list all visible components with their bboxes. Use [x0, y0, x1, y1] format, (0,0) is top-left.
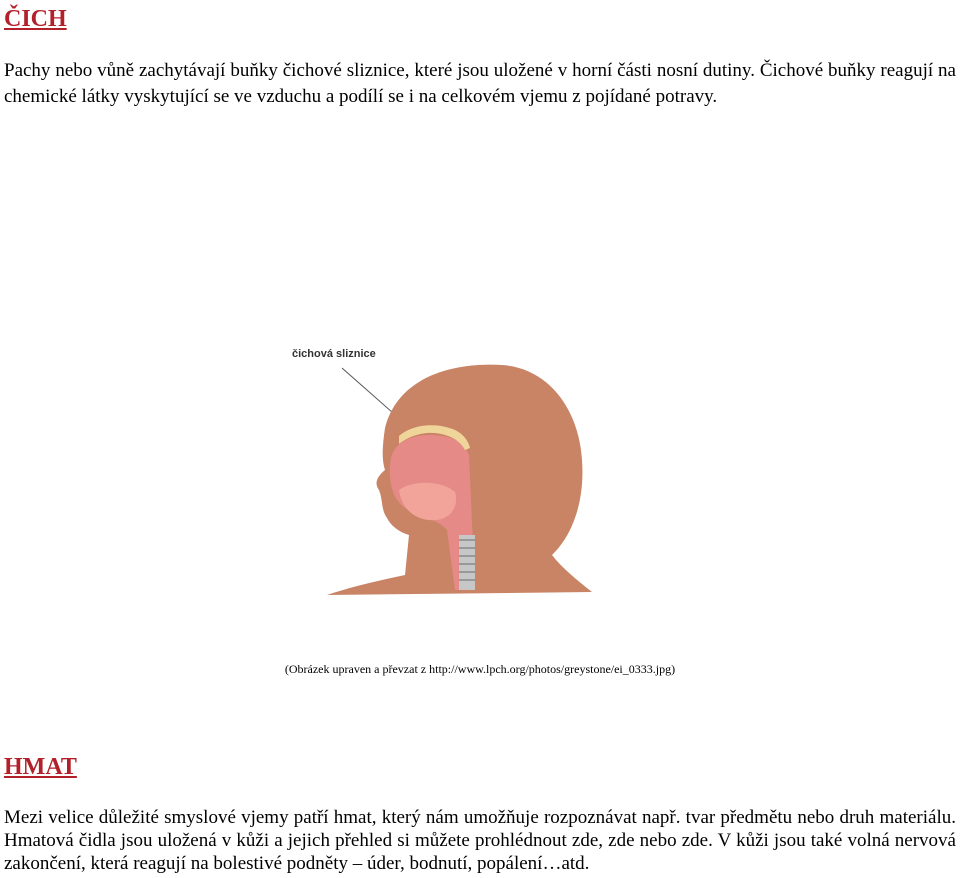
touch-paragraph [4, 806, 956, 875]
figure-caption: (Obrázek upraven a převzat z http://www.lpch.org/photos/greystone/ei_0333.jpg) [284, 662, 676, 676]
smell-paragraph: Pachy nebo vůně zachytávají buňky čichové sliznice, které jsou uložené v horní části nosní dutiny. Čichové buňky reagují na chemické látky vyskytující se ve vzduchu a podílí se i na celkovém vjemu z pojídané potravy. [4, 60, 956, 107]
trachea [459, 535, 475, 590]
touch-text-1: Mezi velice důležité smyslové vjemy patří hmat, který nám umožňuje rozpoznávat např. tvar předmětu nebo druh materiálu. Hmatová čidla jsou uložená v kůži a jejich přehled si můžete prohlédnout [4, 807, 956, 851]
link-here-2[interactable]: zde [608, 830, 635, 851]
section-title-touch: HMAT [4, 754, 77, 780]
link-here-3[interactable]: zde [681, 830, 709, 851]
touch-separator-1: , [598, 830, 609, 851]
touch-text-2: . V kůži jsou také volná nervová zakončení, která reagují na bolestivé podněty – úder, bodnutí, popálení…atd. [4, 830, 956, 874]
touch-separator-2: nebo [634, 830, 682, 851]
figure-label-olfactory-mucosa: čichová sliznice [292, 348, 376, 360]
nasal-cavity-illustration [287, 340, 597, 602]
link-here-1[interactable]: zde [571, 830, 599, 851]
section-title-smell: ČICH [4, 6, 67, 32]
